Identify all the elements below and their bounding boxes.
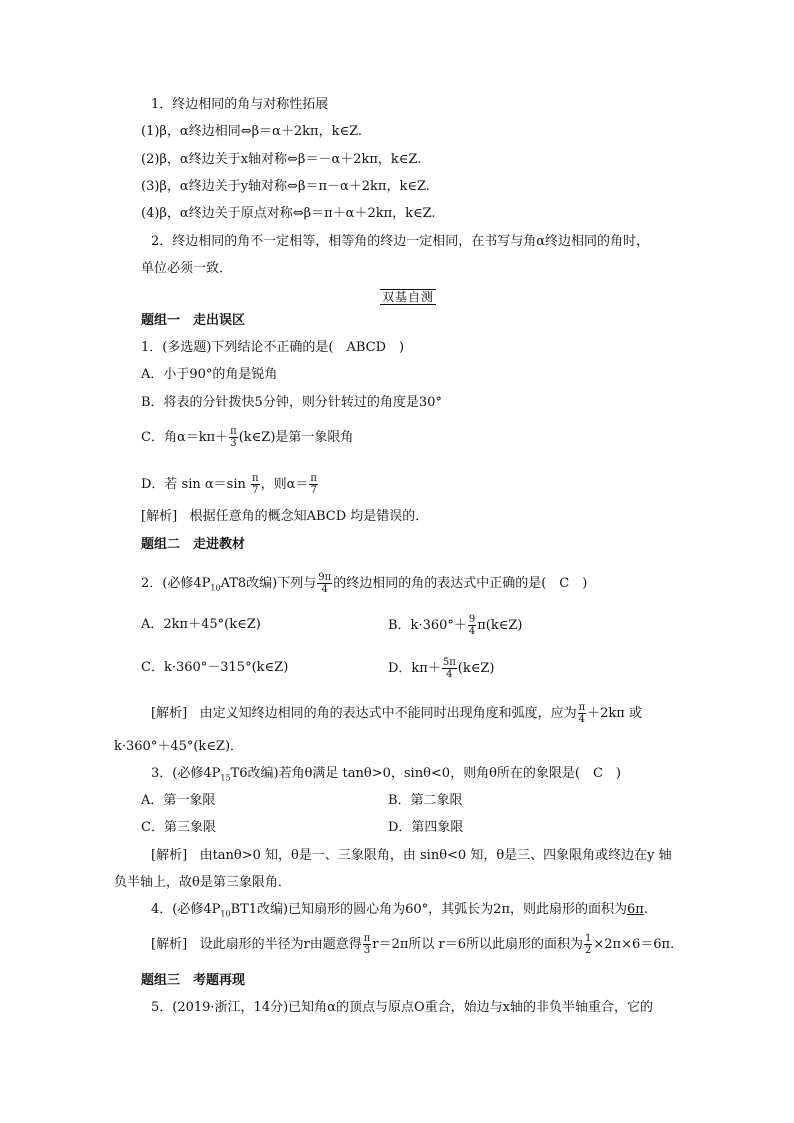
q3-option-a: A．第一象限: [141, 793, 216, 808]
question-5: 5．(2019·浙江，14分)已知角α的顶点与原点O重合，始边与x轴的非负半轴重合，它的: [151, 1000, 653, 1015]
q1-analysis: [解析] 根据任意角的概念知ABCD 均是错误的．: [141, 509, 429, 524]
q1-option-d-fraction: $\frac{\pi}{7}$: [252, 473, 259, 496]
q1-option-a: A．小于90°的角是锐角: [141, 367, 278, 382]
question-1: 1．(多选题)下列结论不正确的是( ABCD ): [141, 340, 405, 355]
group3-title: 题组三 考题再现: [141, 973, 246, 988]
q2-option-a: A．2kπ＋45°(k∈Z): [141, 617, 261, 632]
q1-option-d: D．若 sin α＝sin $\frac{\pi}{7}$ ，则α＝ $\frac{\pi}{7}$: [141, 473, 317, 496]
q3-option-b: B．第二象限: [388, 793, 463, 808]
intro-note-line1: 2．终边相同的角不一定相等，相等角的终边一定相同，在书写与角α终边相同的角时，: [151, 234, 650, 249]
q3-analysis: [解析] 由tanθ>0 知，θ是一、三象限角，由 sinθ<0 知，θ是三、四象限角或终边在y 轴: [151, 848, 672, 863]
intro-note-line2: 单位必须一致．: [141, 261, 233, 276]
intro-item-1: (1)β，α终边相同⇔β＝α＋2kπ，k∈Z.: [141, 124, 363, 139]
q3-analysis-line2: 负半轴上，故θ是第三象限角．: [114, 875, 291, 890]
q1-option-c-fraction: $\frac{\pi}{3}$: [230, 426, 237, 449]
intro-heading: 1．终边相同的角与对称性拓展: [151, 97, 329, 112]
group2-title: 题组二 走进教材: [141, 537, 246, 552]
q2-analysis: [解析] 由定义知终边相同的角的表达式中不能同时出现角度和弧度，应为 $\frac{\pi}{4}$ ＋2kπ 或: [151, 702, 642, 725]
q2-fraction: $\frac{9\pi}{4}$: [318, 572, 332, 595]
q1-option-b: B．将表的分针拨快5分钟，则分针转过的角度是30°: [141, 395, 442, 410]
section-title: 双基自测: [382, 290, 435, 304]
question-3: 3．(必修$4P_{15}T6$改编)若角θ满足 tanθ>0，sinθ<0，则角θ所在的象限是( C ): [151, 766, 621, 783]
analysis-tag: [解析]: [141, 509, 178, 524]
question-2: 2．(必修$4P_{10}AT8$改编)下列与 $\frac{9\pi}{4}$ 的终边相同的角的表达式中正确的是( C ): [141, 572, 588, 595]
q4-analysis: [解析] 设此扇形的半径为r由题意得 $\frac{\pi}{3}$ r＝2π所以 r＝6所以此扇形的面积为 $\frac{1}{2}$ ×2π×6＝6π.: [151, 933, 675, 956]
q3-option-c: C．第三象限: [141, 820, 216, 835]
group1-title: 题组一 走出误区: [141, 313, 246, 328]
q1-option-c: [141, 426, 353, 449]
intro-item-2: (2)β，α终边关于x轴对称⇔β＝－α＋2kπ，k∈Z.: [141, 152, 422, 167]
q1-option-d-fraction-2: $\frac{\pi}{7}$: [310, 473, 317, 496]
q1-option-c-pre: C．角α＝kπ＋: [141, 430, 229, 445]
q2-option-d: D．kπ＋ $\frac{5\pi}{4}$ (k∈Z): [388, 657, 495, 680]
q2-option-b: B．k·360°＋ $\frac{9}{4}$ π(k∈Z): [388, 614, 523, 637]
q4-answer: 6π: [627, 902, 644, 917]
q2-option-c: C．k·360°－315°(k∈Z): [141, 660, 289, 675]
question-4: 4．(必修$4P_{10}BT1$改编)已知扇形的圆心角为60°，其弧长为2π，则此扇形的面积为6π.: [151, 902, 648, 919]
q1-option-c-post: (k∈Z)是第一象限角: [238, 430, 354, 445]
intro-item-3: (3)β，α终边关于y轴对称⇔β＝π－α＋2kπ，k∈Z.: [141, 179, 430, 194]
q2-analysis-line2: k·360°＋45°(k∈Z)．: [114, 739, 244, 754]
intro-item-4: (4)β，α终边关于原点对称⇔β＝π＋α＋2kπ，k∈Z.: [141, 206, 436, 221]
q3-option-d: D．第四象限: [388, 820, 464, 835]
